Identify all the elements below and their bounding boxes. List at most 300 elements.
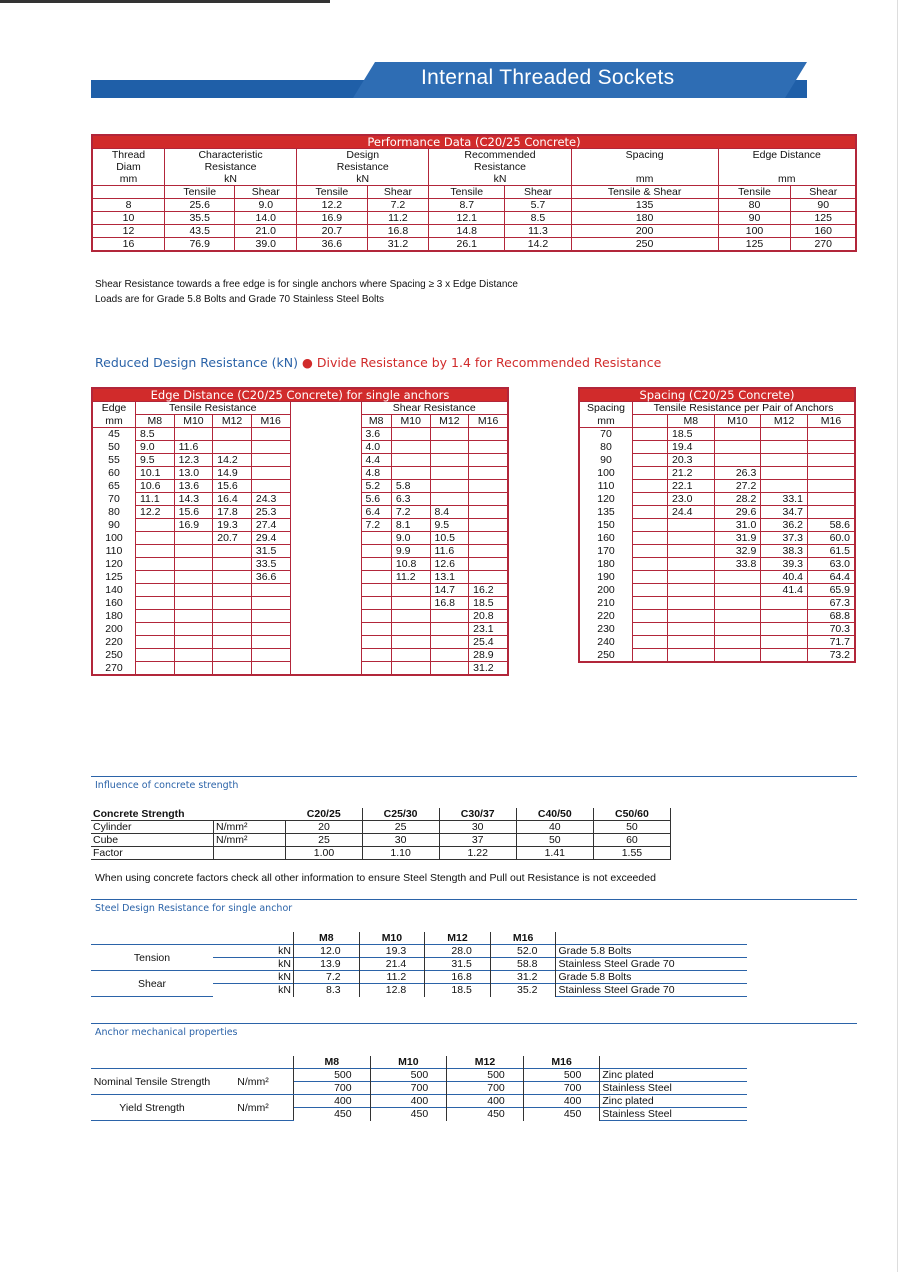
table-cell: 50	[516, 834, 593, 847]
table-cell	[761, 480, 808, 493]
table-cell: 28.0	[425, 945, 491, 958]
table-cell: 125	[92, 571, 136, 584]
table-cell: 29.6	[714, 506, 761, 519]
table-cell	[136, 597, 175, 610]
header-cell: Edge	[92, 402, 136, 415]
table-cell: 45	[92, 428, 136, 441]
empty-cell	[633, 610, 668, 623]
table-cell: 1.10	[362, 847, 439, 860]
table-cell: 37	[439, 834, 516, 847]
table-cell	[251, 610, 290, 623]
table-cell	[361, 597, 391, 610]
right-rule	[897, 0, 898, 1272]
table-cell: 500	[447, 1069, 524, 1082]
table-cell	[251, 636, 290, 649]
table-cell	[391, 428, 430, 441]
header-cell	[92, 186, 164, 199]
table-cell	[136, 571, 175, 584]
table-cell: 24.3	[251, 493, 290, 506]
table-cell: 90	[579, 454, 633, 467]
header-row	[91, 932, 747, 945]
table-cell	[668, 519, 715, 532]
spacing-table	[578, 387, 856, 663]
table-cell	[213, 662, 252, 676]
table-cell	[174, 623, 213, 636]
empty-cell	[633, 454, 668, 467]
table-cell: 80	[92, 506, 136, 519]
reduced-note: Divide Resistance by 1.4 for Recommended Resistance	[316, 355, 662, 370]
table-cell: 24.4	[668, 506, 715, 519]
table-cell: Cube	[91, 834, 214, 847]
table-cell: 9.0	[136, 441, 175, 454]
table-cell: 25.3	[251, 506, 290, 519]
table-cell: 400	[370, 1095, 447, 1108]
group-label: Nominal Tensile Strength	[91, 1069, 213, 1095]
table-cell: 26.1	[429, 238, 505, 252]
table-cell	[430, 662, 469, 676]
size-header: M10	[174, 415, 213, 428]
table-cell	[136, 623, 175, 636]
empty-cell	[91, 932, 213, 945]
table-cell: 38.3	[761, 545, 808, 558]
table-row	[579, 623, 855, 636]
table-cell	[174, 558, 213, 571]
table-cell: 6.3	[391, 493, 430, 506]
performance-body	[92, 149, 856, 252]
table-cell: 12	[92, 225, 164, 238]
table-cell: 18.5	[425, 984, 491, 997]
group-label: Shear	[91, 971, 213, 997]
table-cell: 12.0	[294, 945, 360, 958]
empty-cell	[556, 932, 747, 945]
table-cell: 240	[579, 636, 633, 649]
table-cell: 8.5	[505, 212, 572, 225]
table-cell: 15.6	[213, 480, 252, 493]
table-row	[579, 545, 855, 558]
table-cell	[174, 662, 213, 676]
table-cell: 450	[523, 1108, 600, 1121]
unit-cell: kN	[213, 945, 294, 958]
desc-cell: Grade 5.8 Bolts	[556, 945, 747, 958]
table-cell: 28.9	[469, 649, 508, 662]
table-cell: 120	[92, 558, 136, 571]
table-cell	[807, 480, 855, 493]
unit-cell: N/mm²	[213, 1069, 294, 1095]
header-cell: Tensile Resistance per Pair of Anchors	[633, 402, 856, 415]
size-header: M16	[807, 415, 855, 428]
table-cell	[251, 441, 290, 454]
table-cell	[361, 649, 391, 662]
table-cell	[469, 571, 508, 584]
table-cell: 7.2	[391, 506, 430, 519]
table-cell	[430, 610, 469, 623]
table-cell: 100	[579, 467, 633, 480]
table-cell	[807, 506, 855, 519]
header-cell: Spacing	[571, 149, 718, 162]
table-cell	[174, 636, 213, 649]
table-cell	[430, 636, 469, 649]
table-cell	[136, 519, 175, 532]
empty-cell	[633, 545, 668, 558]
table-cell: 20.8	[469, 610, 508, 623]
edge-caption: Edge Distance (C20/25 Concrete) for single anchors	[92, 388, 508, 402]
table-cell	[469, 532, 508, 545]
table-cell	[361, 532, 391, 545]
table-cell	[807, 428, 855, 441]
table-cell: 30	[439, 821, 516, 834]
table-cell: 14.2	[213, 454, 252, 467]
size-header: M8	[294, 932, 360, 945]
unit-cell: mm	[718, 173, 856, 186]
table-cell: 450	[294, 1108, 371, 1121]
table-cell	[668, 623, 715, 636]
table-cell: 11.1	[136, 493, 175, 506]
table-cell: 33.8	[714, 558, 761, 571]
size-header: M16	[251, 415, 290, 428]
table-cell	[714, 597, 761, 610]
header-cell: Concrete Strength	[91, 808, 214, 821]
table-row	[579, 519, 855, 532]
steel-resistance-table	[91, 932, 747, 997]
size-header: M10	[714, 415, 761, 428]
table-cell	[807, 441, 855, 454]
table-cell: 18.5	[469, 597, 508, 610]
table-cell	[136, 584, 175, 597]
desc-cell: Stainless Steel Grade 70	[556, 984, 747, 997]
table-cell	[251, 428, 290, 441]
unit-cell: mm	[92, 173, 164, 186]
size-header: M12	[213, 415, 252, 428]
table-cell: 6.4	[361, 506, 391, 519]
table-cell: 33.1	[761, 493, 808, 506]
table-cell: 21.4	[359, 958, 425, 971]
subheader-cell: Tensile	[718, 186, 791, 199]
table-cell: 17.8	[213, 506, 252, 519]
table-cell	[668, 545, 715, 558]
table-cell: 3.6	[361, 428, 391, 441]
table-cell	[714, 649, 761, 663]
table-cell: 13.9	[294, 958, 360, 971]
table-cell: 20.7	[297, 225, 367, 238]
table-cell: 12.6	[430, 558, 469, 571]
table-cell	[174, 532, 213, 545]
header-cell: C25/30	[362, 808, 439, 821]
table-cell	[714, 441, 761, 454]
table-row	[92, 225, 856, 238]
table-row	[92, 199, 856, 212]
table-cell	[136, 662, 175, 676]
table-cell	[391, 454, 430, 467]
empty-cell	[633, 623, 668, 636]
spacer-cell	[290, 402, 361, 676]
table-cell: 35.5	[164, 212, 234, 225]
table-cell: 23.1	[469, 623, 508, 636]
table-cell: 65.9	[807, 584, 855, 597]
size-header: M10	[370, 1056, 447, 1069]
table-cell	[761, 441, 808, 454]
size-header: M12	[761, 415, 808, 428]
table-cell	[213, 623, 252, 636]
table-cell	[668, 610, 715, 623]
table-cell: 4.0	[361, 441, 391, 454]
table-cell	[361, 636, 391, 649]
header-cell: Thread	[92, 149, 164, 162]
table-cell	[361, 584, 391, 597]
table-cell	[469, 480, 508, 493]
empty-cell	[633, 415, 668, 428]
table-cell	[668, 584, 715, 597]
unit-cell: kN	[213, 971, 294, 984]
table-cell: 11.6	[430, 545, 469, 558]
table-cell	[761, 467, 808, 480]
table-cell: 10.1	[136, 467, 175, 480]
table-cell	[668, 532, 715, 545]
table-cell: 31.0	[714, 519, 761, 532]
table-cell	[251, 480, 290, 493]
table-cell: 90	[718, 212, 791, 225]
group-label: Yield Strength	[91, 1095, 213, 1121]
table-cell	[807, 467, 855, 480]
table-cell: 20.7	[213, 532, 252, 545]
header-cell	[571, 161, 718, 173]
table-cell	[469, 545, 508, 558]
table-cell	[469, 441, 508, 454]
table-cell	[213, 610, 252, 623]
table-cell	[391, 649, 430, 662]
table-cell	[361, 610, 391, 623]
table-cell: 67.3	[807, 597, 855, 610]
title-banner	[91, 62, 807, 100]
table-cell: 9.5	[136, 454, 175, 467]
table-cell	[714, 584, 761, 597]
table-cell: 1.41	[516, 847, 593, 860]
empty-cell	[633, 506, 668, 519]
mech-rule	[91, 1023, 857, 1024]
table-cell	[174, 649, 213, 662]
subheader-cell: Tensile	[297, 186, 367, 199]
table-row	[579, 636, 855, 649]
unit-cell: kN	[213, 984, 294, 997]
table-cell	[469, 454, 508, 467]
empty-cell	[633, 493, 668, 506]
mechanical-properties-table	[91, 1056, 747, 1121]
table-cell: 14.3	[174, 493, 213, 506]
table-cell: 14.9	[213, 467, 252, 480]
table-row	[579, 480, 855, 493]
unit-cell: mm	[571, 173, 718, 186]
table-cell: 25.4	[469, 636, 508, 649]
table-cell: 180	[579, 558, 633, 571]
table-cell	[361, 558, 391, 571]
table-cell	[430, 623, 469, 636]
table-cell: 10.6	[136, 480, 175, 493]
table-cell: 19.4	[668, 441, 715, 454]
table-cell: 220	[92, 636, 136, 649]
header-row	[91, 808, 671, 821]
top-rule	[0, 0, 330, 3]
table-row	[579, 467, 855, 480]
table-cell	[391, 467, 430, 480]
table-cell: 9.5	[430, 519, 469, 532]
table-row	[91, 834, 671, 847]
table-cell	[430, 493, 469, 506]
table-cell: 700	[370, 1082, 447, 1095]
table-row	[91, 945, 747, 958]
empty-cell	[213, 932, 294, 945]
table-cell: 150	[579, 519, 633, 532]
table-cell	[469, 558, 508, 571]
table-cell: 140	[92, 584, 136, 597]
table-cell: 7.2	[294, 971, 360, 984]
table-cell: 220	[579, 610, 633, 623]
table-cell: 76.9	[164, 238, 234, 252]
table-cell: 65	[92, 480, 136, 493]
table-cell: 170	[579, 545, 633, 558]
size-header: M16	[523, 1056, 600, 1069]
unit-cell: kN	[429, 173, 571, 186]
empty-cell	[91, 1056, 213, 1069]
table-cell	[213, 571, 252, 584]
table-cell: 8.3	[294, 984, 360, 997]
table-cell: 60	[593, 834, 670, 847]
subheader-cell: Tensile & Shear	[571, 186, 718, 199]
table-cell: 90	[791, 199, 856, 212]
table-cell: 31.2	[367, 238, 429, 252]
table-cell: 16.8	[425, 971, 491, 984]
table-cell	[251, 467, 290, 480]
table-cell	[391, 584, 430, 597]
header-cell: Spacing	[579, 402, 633, 415]
header-cell: Recommended	[429, 149, 571, 162]
table-cell	[136, 558, 175, 571]
table-cell: 110	[579, 480, 633, 493]
table-cell	[469, 493, 508, 506]
table-cell: 10.5	[430, 532, 469, 545]
table-cell	[668, 571, 715, 584]
header-cell: mm	[579, 415, 633, 428]
table-cell: 18.5	[668, 428, 715, 441]
empty-cell	[633, 649, 668, 663]
table-cell: 52.0	[490, 945, 556, 958]
table-row	[92, 212, 856, 225]
table-cell	[668, 597, 715, 610]
table-cell	[430, 454, 469, 467]
table-cell: 110	[92, 545, 136, 558]
table-row	[579, 441, 855, 454]
table-cell	[430, 441, 469, 454]
table-cell	[469, 428, 508, 441]
table-cell: 210	[579, 597, 633, 610]
table-cell: 10	[92, 212, 164, 225]
table-cell: 71.7	[807, 636, 855, 649]
table-cell: 58.6	[807, 519, 855, 532]
table-cell: 39.3	[761, 558, 808, 571]
table-cell	[361, 545, 391, 558]
unit-cell: N/mm²	[213, 1095, 294, 1121]
table-cell: 23.0	[668, 493, 715, 506]
size-header: M12	[447, 1056, 524, 1069]
table-cell: 250	[571, 238, 718, 252]
table-cell	[174, 597, 213, 610]
table-cell	[174, 571, 213, 584]
empty-cell	[633, 597, 668, 610]
table-cell	[214, 847, 286, 860]
subheader-cell: Shear	[367, 186, 429, 199]
table-cell: N/mm²	[214, 834, 286, 847]
table-row	[579, 571, 855, 584]
performance-table	[91, 134, 857, 252]
table-cell: 125	[718, 238, 791, 252]
table-cell: N/mm²	[214, 821, 286, 834]
table-cell: 36.6	[297, 238, 367, 252]
table-cell	[361, 662, 391, 676]
table-cell: 8.7	[429, 199, 505, 212]
desc-cell: Stainless Steel	[600, 1082, 747, 1095]
table-cell: 125	[791, 212, 856, 225]
subheader-cell: Shear	[235, 186, 297, 199]
table-cell: 16.9	[174, 519, 213, 532]
table-cell	[430, 480, 469, 493]
table-row	[91, 971, 747, 984]
table-cell	[136, 545, 175, 558]
table-cell	[430, 428, 469, 441]
table-row	[579, 428, 855, 441]
table-cell: 40.4	[761, 571, 808, 584]
table-cell: 200	[92, 623, 136, 636]
table-cell	[136, 532, 175, 545]
header-cell: Resistance	[297, 161, 429, 173]
table-cell: 40	[516, 821, 593, 834]
reduced-title: Reduced Design Resistance (kN)	[95, 355, 298, 370]
desc-cell: Grade 5.8 Bolts	[556, 971, 747, 984]
table-cell: 25	[362, 821, 439, 834]
table-cell	[391, 623, 430, 636]
table-cell: 39.0	[235, 238, 297, 252]
table-cell	[251, 454, 290, 467]
table-cell	[469, 467, 508, 480]
table-cell: 160	[791, 225, 856, 238]
table-cell	[391, 636, 430, 649]
table-cell: 500	[294, 1069, 371, 1082]
table-cell	[213, 636, 252, 649]
subheader-cell: Shear	[505, 186, 572, 199]
table-cell: 11.2	[359, 971, 425, 984]
table-row	[579, 558, 855, 571]
table-cell: 8.5	[136, 428, 175, 441]
table-cell: 1.00	[286, 847, 362, 860]
table-cell: 1.22	[439, 847, 516, 860]
table-cell: 11.6	[174, 441, 213, 454]
influence-heading: Influence of concrete strength	[95, 780, 239, 791]
desc-cell: Stainless Steel Grade 70	[556, 958, 747, 971]
header-cell: Edge Distance	[718, 149, 856, 162]
empty-cell	[633, 532, 668, 545]
desc-cell: Stainless Steel	[600, 1108, 747, 1121]
table-cell: 27.4	[251, 519, 290, 532]
table-cell: 22.1	[668, 480, 715, 493]
table-cell: 70.3	[807, 623, 855, 636]
table-cell: 8.1	[391, 519, 430, 532]
table-cell: 20.3	[668, 454, 715, 467]
empty-cell	[633, 584, 668, 597]
table-cell: 73.2	[807, 649, 855, 663]
header-cell: C20/25	[286, 808, 362, 821]
table-cell: 63.0	[807, 558, 855, 571]
empty-cell	[633, 428, 668, 441]
table-cell: 9.9	[391, 545, 430, 558]
table-cell: 200	[571, 225, 718, 238]
table-cell: 13.1	[430, 571, 469, 584]
